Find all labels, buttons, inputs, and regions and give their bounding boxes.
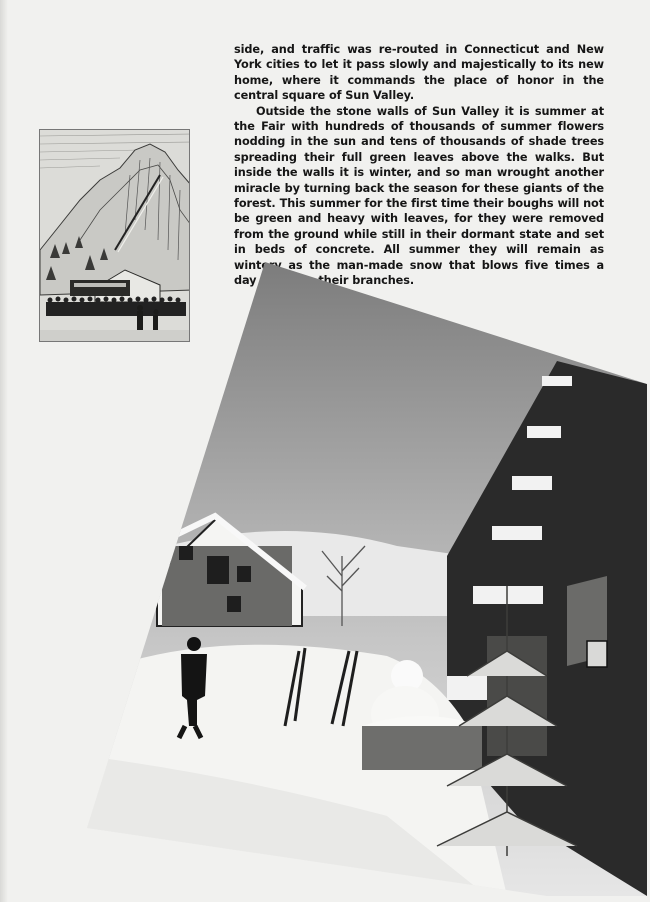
page-binding-edge: [0, 0, 8, 902]
article-text: [234, 42, 604, 289]
article-paragraph-2: Outside the stone walls of Sun Valley it is summer at the Fair with hundreds of thousands of summer flowers nodding in the sun and tens of thousands of shade trees spreading their full green leaves above the walks. But inside the walls it is winter, and so man wrought another miracle by turning back the season for these giants of the forest. This summer for the first time their boughs will not be green and heavy with leaves, for they were removed from the ground while still in their dormant state and set in beds of concrete. All summer they will remain as wintery as the man-made snow that blows five times a day between their branches.: [234, 104, 604, 288]
snowy-village-photo: [87, 256, 647, 896]
article-paragraph-1: side, and traffic was re-routed in Connecticut and New York cities to let it pass slowly and majestically to its new home, where it commands the place of honor in the central square of Sun Valley.: [234, 43, 604, 103]
